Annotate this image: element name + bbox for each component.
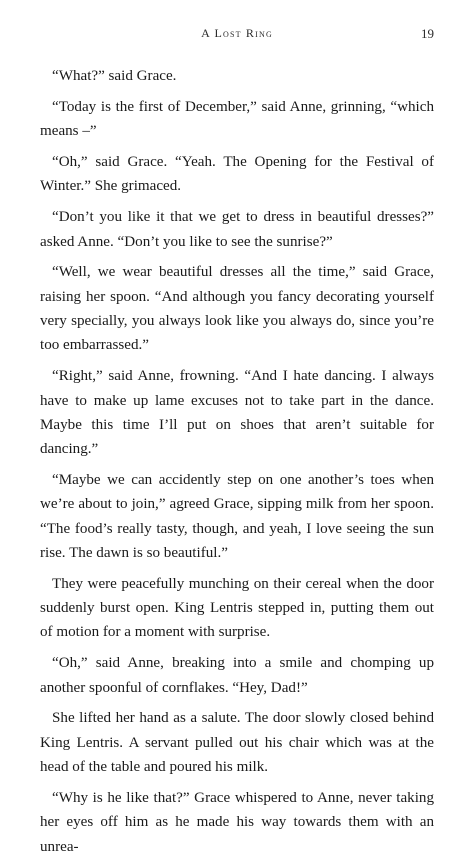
paragraph: “What?” said Grace. [52, 68, 177, 84]
paragraph: “Right,” said Anne, frowning. “And I hate dancing. I always have to make up lame excuses not to take part in the dance. Maybe this time I’ll put on shoes that aren’t suitable for dancing.” [40, 368, 434, 458]
paragraph: “Oh,” said Grace. “Yeah. The Opening for the Festival of Winter.” She grimaced. [40, 154, 434, 195]
paragraph: “Oh,” said Anne, breaking into a smile and chomping up another spoonful of cornflakes. “Hey, Dad!” [40, 655, 434, 696]
page-number: 19 [421, 26, 434, 41]
paragraph: “Why is he like that?” Grace whispered to Anne, never taking her eyes off him as he made his way towards them with an unrea- [40, 789, 434, 855]
running-header [40, 26, 434, 42]
running-title: A Lost Ring [201, 26, 273, 40]
paragraph: They were peacefully munching on their cereal when the door suddenly burst open. King Lentris stepped in, putting them out of motion for a moment with surprise. [40, 575, 434, 641]
paragraph: “Well, we wear beautiful dresses all the time,” said Grace, raising her spoon. “And although you fancy decorating yourself very specially, you always look like you always do, since you’re too embarrassed.” [40, 264, 434, 354]
paragraph: “Today is the first of December,” said Anne, grinning, “which means –” [40, 98, 434, 140]
paragraph: “Don’t you like it that we get to dress in beautiful dresses?” asked Anne. “Don’t you like to see the sunrise?” [40, 209, 434, 250]
body-text [40, 64, 434, 865]
paragraph: “Maybe we can accidently step on one another’s toes when we’re about to join,” agreed Grace, sipping milk from her spoon. “The food’s really tasty, though, and yeah, I love seeing the sun rise. The dawn is so beautiful.” [40, 472, 434, 561]
paragraph: She lifted her hand as a salute. The door slowly closed behind King Lentris. A servant pulled out his chair which was at the head of the table and poured his milk. [40, 710, 434, 776]
